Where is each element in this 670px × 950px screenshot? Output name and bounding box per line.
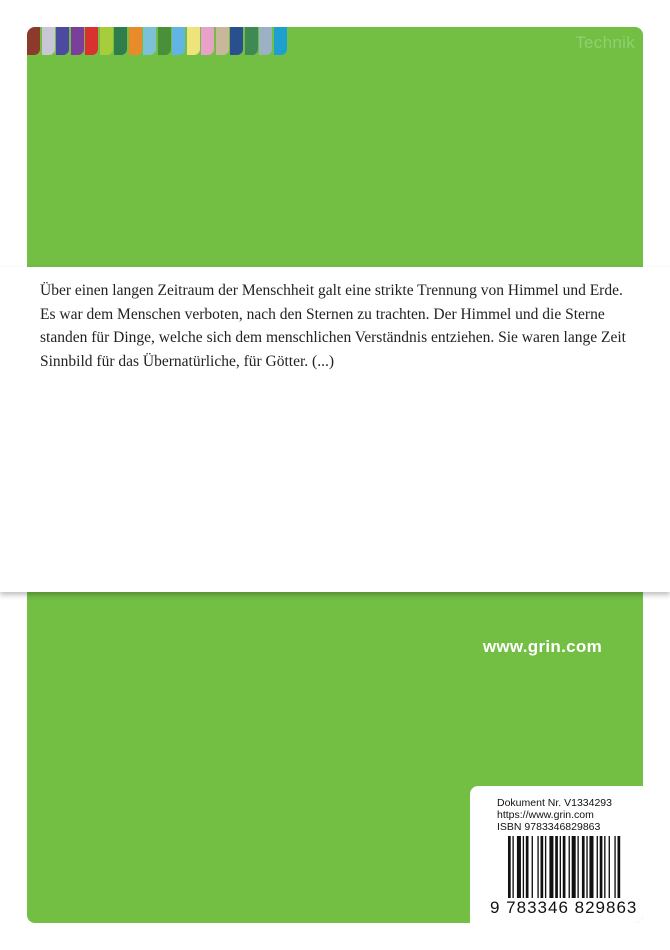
document-number: Dokument Nr. V1334293 [497,797,612,809]
color-tab [27,27,40,55]
barcode-digits: 9 783346 829863 [490,898,638,917]
color-tabs [27,27,288,55]
color-tab [274,27,287,55]
color-tab [143,27,156,55]
isbn-text: ISBN 9783346829863 [497,821,601,833]
color-tab [187,27,200,55]
barcode-bar [541,836,544,898]
color-tab [100,27,113,55]
document-url: https://www.grin.com [497,809,594,821]
color-tab [129,27,142,55]
barcode-bar [537,836,538,898]
barcode-bar [508,836,511,898]
barcode-bar [555,836,558,898]
barcode-bar [589,836,593,898]
barcode-bar [577,836,578,898]
barcode-bar [526,836,529,898]
blurb-text: Über einen langen Zeitraum der Menschheit galt eine strikte Trennung von Himmel und Erde. Es war dem Menschen verboten, nach den Sternen zu trachten. Der Himmel und die Sterne standen für Dinge, welche sich dem menschlichen Verständnis entziehen. Sie waren lange Zeit Sinnbild für das Übernatürliche, für Götter. (...) [40,282,626,370]
barcode-bar [597,836,598,898]
barcode-bar [582,836,585,898]
color-tab [230,27,243,55]
color-tab [71,27,84,55]
barcode-bar [523,836,524,898]
barcode-bar [618,836,621,898]
barcode-bar [549,836,553,898]
description-band [0,267,670,592]
color-tab [172,27,185,55]
color-tab [114,27,127,55]
barcode-bar [586,836,587,898]
color-tab [201,27,214,55]
color-tab [245,27,258,55]
barcode-bar [532,836,533,898]
barcode-bar [604,836,605,898]
color-tab [216,27,229,55]
publisher-url: www.grin.com [482,637,602,656]
barcode-bar [563,836,566,898]
barcode-bar [614,836,615,898]
barcode-bar [512,836,513,898]
color-tab [158,27,171,55]
color-tab [56,27,69,55]
color-tab [259,27,272,55]
barcode [508,836,643,898]
category-label: Technik [575,33,635,52]
color-tab [85,27,98,55]
barcode-bar [569,836,570,898]
barcode-bar [517,836,521,898]
color-tab [42,27,55,55]
barcode-bar [609,836,610,898]
barcode-bar [600,836,603,898]
barcode-bar [572,836,576,898]
barcode-bar [560,836,561,898]
barcode-bar [545,836,546,898]
isbn-box [470,786,643,923]
